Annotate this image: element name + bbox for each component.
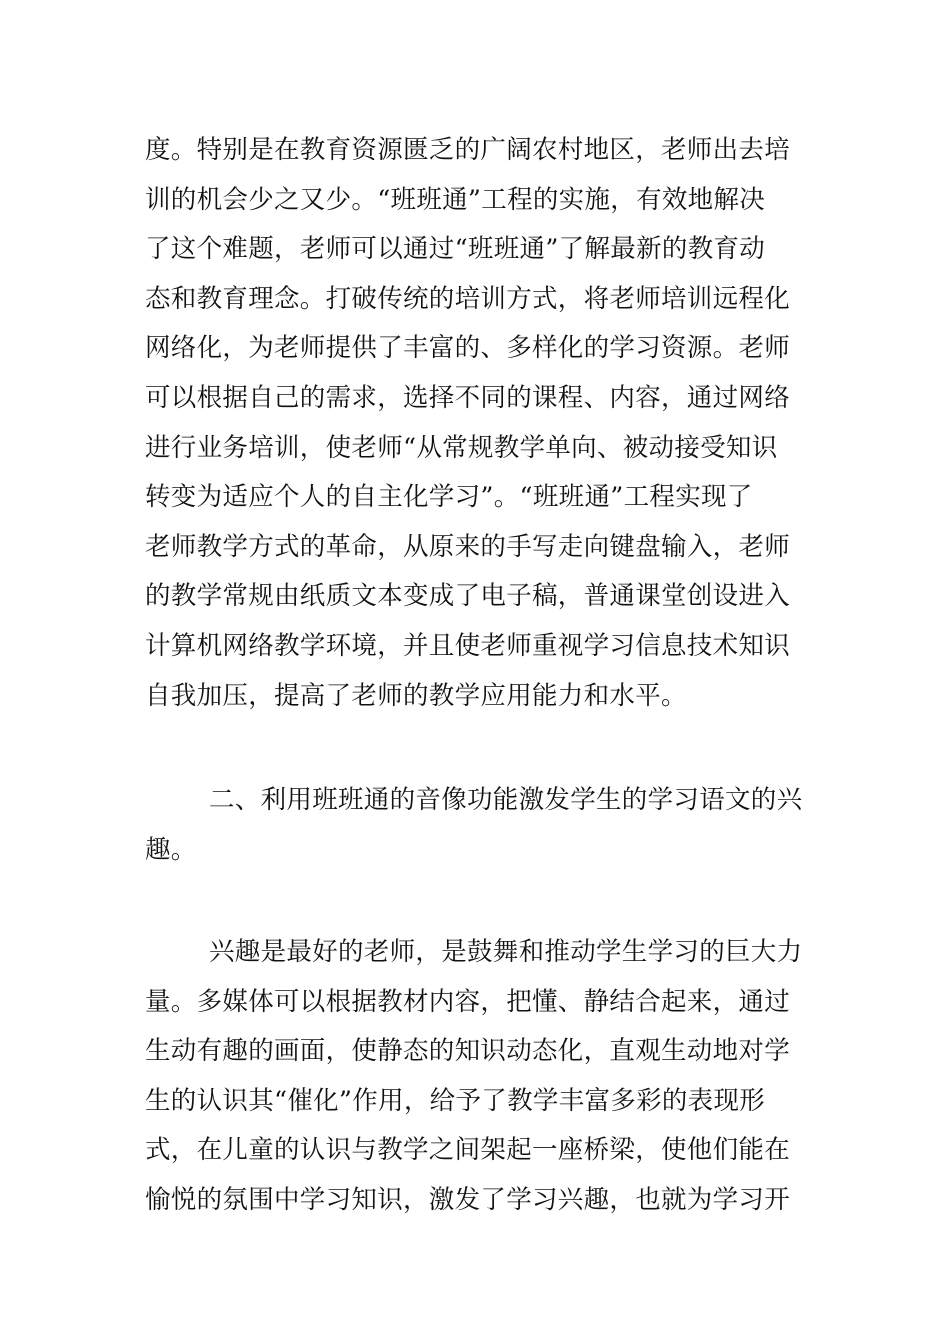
text-line: 网络化，为老师提供了丰富的、多样化的学习资源。老师 <box>145 333 791 364</box>
text-line: 计算机网络教学环境，并且使老师重视学习信息技术知识 <box>145 630 791 661</box>
heading-line: 二、利用班班通的音像功能激发学生的学习语文的兴 <box>209 785 803 815</box>
text-line: 老师教学方式的革命，从原来的手写走向键盘输入，老师 <box>145 531 791 562</box>
text-line: 式，在儿童的认识与教学之间架起一座桥梁，使他们能在 <box>145 1135 791 1166</box>
text-line: 度。特别是在教育资源匮乏的广阔农村地区，老师出去培 <box>145 135 791 165</box>
heading-line: 趣。 <box>145 834 197 865</box>
section-heading-2 <box>145 776 825 875</box>
text-line: 了这个难题，老师可以通过“班班通”了解最新的教育动 <box>145 234 766 265</box>
text-line: 训的机会少之又少。“班班通”工程的实施，有效地解决 <box>145 184 766 215</box>
text-line: 进行业务培训，使老师“从常规教学单向、被动接受知识 <box>145 432 778 463</box>
text-line: 自我加压，提高了老师的教学应用能力和水平。 <box>145 680 687 711</box>
text-line: 愉悦的氛围中学习知识，激发了学习兴趣，也就为学习开 <box>145 1184 791 1215</box>
text-line: 兴趣是最好的老师，是鼓舞和推动学生学习的巨大力 <box>209 937 803 967</box>
text-line: 量。多媒体可以根据教材内容，把懂、静结合起来，通过 <box>145 986 791 1017</box>
body-paragraph-1 <box>145 126 825 721</box>
body-paragraph-3 <box>145 928 825 1226</box>
text-line: 的教学常规由纸质文本变成了电子稿，普通课堂创设进入 <box>145 581 791 612</box>
text-line: 可以根据自己的需求，选择不同的课程、内容，通过网络 <box>145 382 791 413</box>
text-line: 生的认识其“催化”作用，给予了教学丰富多彩的表现形 <box>145 1085 766 1116</box>
text-line: 转变为适应个人的自主化学习”。“班班通”工程实现了 <box>145 482 753 513</box>
text-line: 生动有趣的画面，使静态的知识动态化，直观生动地对学 <box>145 1036 791 1067</box>
text-line: 态和教育理念。打破传统的培训方式，将老师培训远程化 <box>145 283 791 314</box>
